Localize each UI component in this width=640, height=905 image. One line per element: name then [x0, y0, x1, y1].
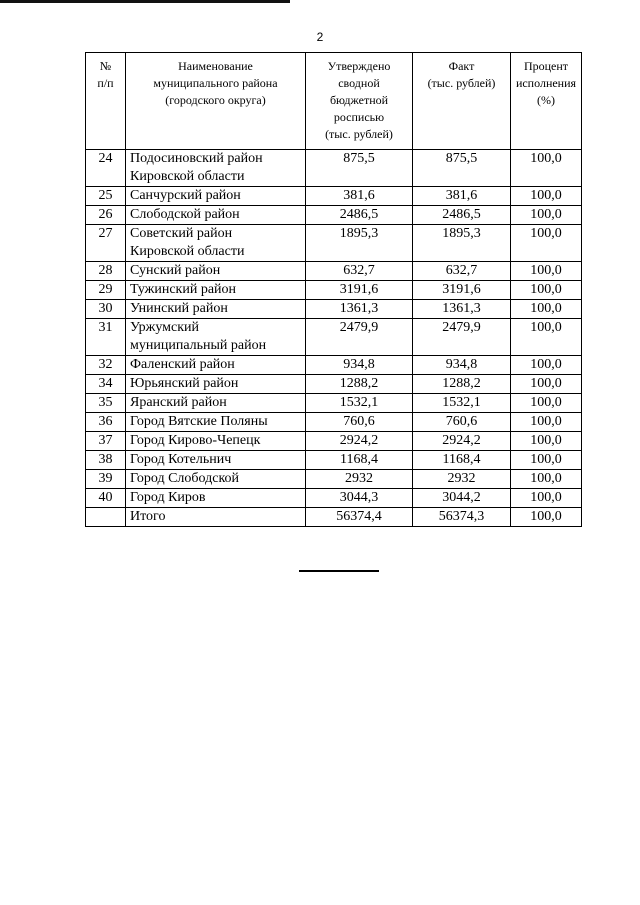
approved-value: 760,6: [306, 413, 413, 432]
total-number: [86, 508, 126, 527]
approved-value: 2932: [306, 470, 413, 489]
approved-value: 875,5: [306, 150, 413, 187]
approved-value: 381,6: [306, 187, 413, 206]
approved-value: 1532,1: [306, 394, 413, 413]
row-number: 32: [86, 356, 126, 375]
total-label: Итого: [126, 508, 306, 527]
row-number: 35: [86, 394, 126, 413]
row-number: 25: [86, 187, 126, 206]
table-header-row: [86, 53, 582, 150]
fact-value: 760,6: [413, 413, 511, 432]
row-number: 26: [86, 206, 126, 225]
total-approved-value: 56374,4: [306, 508, 413, 527]
percent-value: 100,0: [511, 413, 582, 432]
approved-value: 3044,3: [306, 489, 413, 508]
row-number: 28: [86, 262, 126, 281]
percent-value: 100,0: [511, 451, 582, 470]
fact-value: 3191,6: [413, 281, 511, 300]
approved-value: 934,8: [306, 356, 413, 375]
row-number: 24: [86, 150, 126, 187]
row-number: 40: [86, 489, 126, 508]
district-name: Советский район Кировской области: [126, 225, 306, 262]
end-of-document-rule: [299, 570, 379, 572]
page-number: 2: [316, 30, 324, 44]
table-row: [86, 489, 582, 508]
fact-value: 381,6: [413, 187, 511, 206]
approved-value: 2479,9: [306, 319, 413, 356]
table-row: [86, 394, 582, 413]
fact-value: 1288,2: [413, 375, 511, 394]
table-row: [86, 413, 582, 432]
header-approved-budget: Утверждено сводной бюджетной росписью (тыс. рублей): [306, 53, 413, 150]
approved-value: 2924,2: [306, 432, 413, 451]
district-name: Слободской район: [126, 206, 306, 225]
header-number: № п/п: [86, 53, 126, 150]
percent-value: 100,0: [511, 375, 582, 394]
approved-value: 1288,2: [306, 375, 413, 394]
district-name: Унинский район: [126, 300, 306, 319]
percent-value: 100,0: [511, 206, 582, 225]
table-row: [86, 281, 582, 300]
fact-value: 1361,3: [413, 300, 511, 319]
approved-value: 1361,3: [306, 300, 413, 319]
fact-value: 1532,1: [413, 394, 511, 413]
fact-value: 2924,2: [413, 432, 511, 451]
row-number: 37: [86, 432, 126, 451]
district-name: Подосиновский район Кировской области: [126, 150, 306, 187]
row-number: 27: [86, 225, 126, 262]
table-row: [86, 319, 582, 356]
district-name: Город Киров: [126, 489, 306, 508]
fact-value: 1168,4: [413, 451, 511, 470]
approved-value: 3191,6: [306, 281, 413, 300]
approved-value: 1168,4: [306, 451, 413, 470]
district-name: Город Кирово-Чепецк: [126, 432, 306, 451]
percent-value: 100,0: [511, 281, 582, 300]
fact-value: 875,5: [413, 150, 511, 187]
table-row: [86, 150, 582, 187]
fact-value: 934,8: [413, 356, 511, 375]
row-number: 36: [86, 413, 126, 432]
total-row: [86, 508, 582, 527]
header-execution-percent: Процент исполнения (%): [511, 53, 582, 150]
district-name: Уржумский муниципальный район: [126, 319, 306, 356]
approved-value: 1895,3: [306, 225, 413, 262]
district-name: Юрьянский район: [126, 375, 306, 394]
percent-value: 100,0: [511, 432, 582, 451]
header-fact: Факт (тыс. рублей): [413, 53, 511, 150]
row-number: 30: [86, 300, 126, 319]
top-border-rule: [0, 0, 290, 3]
table-row: [86, 432, 582, 451]
table-row: [86, 225, 582, 262]
table-row: [86, 375, 582, 394]
percent-value: 100,0: [511, 356, 582, 375]
district-name: Город Слободской: [126, 470, 306, 489]
row-number: 34: [86, 375, 126, 394]
fact-value: 2932: [413, 470, 511, 489]
district-name: Фаленский район: [126, 356, 306, 375]
district-name: Санчурский район: [126, 187, 306, 206]
table-row: [86, 300, 582, 319]
fact-value: 1895,3: [413, 225, 511, 262]
percent-value: 100,0: [511, 225, 582, 262]
fact-value: 2479,9: [413, 319, 511, 356]
percent-value: 100,0: [511, 394, 582, 413]
fact-value: 2486,5: [413, 206, 511, 225]
budget-execution-table: [85, 52, 582, 527]
approved-value: 632,7: [306, 262, 413, 281]
table-row: [86, 187, 582, 206]
percent-value: 100,0: [511, 262, 582, 281]
approved-value: 2486,5: [306, 206, 413, 225]
percent-value: 100,0: [511, 470, 582, 489]
table-row: [86, 206, 582, 225]
percent-value: 100,0: [511, 489, 582, 508]
table-row: [86, 470, 582, 489]
district-name: Яранский район: [126, 394, 306, 413]
header-district-name: Наименование муниципального района (городского округа): [126, 53, 306, 150]
percent-value: 100,0: [511, 300, 582, 319]
table-row: [86, 356, 582, 375]
percent-value: 100,0: [511, 150, 582, 187]
table-row: [86, 451, 582, 470]
row-number: 38: [86, 451, 126, 470]
row-number: 31: [86, 319, 126, 356]
table-row: [86, 262, 582, 281]
fact-value: 3044,2: [413, 489, 511, 508]
percent-value: 100,0: [511, 187, 582, 206]
district-name: Город Вятские Поляны: [126, 413, 306, 432]
district-name: Город Котельнич: [126, 451, 306, 470]
district-name: Сунский район: [126, 262, 306, 281]
row-number: 29: [86, 281, 126, 300]
percent-value: 100,0: [511, 319, 582, 356]
district-name: Тужинский район: [126, 281, 306, 300]
total-percent-value: 100,0: [511, 508, 582, 527]
row-number: 39: [86, 470, 126, 489]
fact-value: 632,7: [413, 262, 511, 281]
total-fact-value: 56374,3: [413, 508, 511, 527]
